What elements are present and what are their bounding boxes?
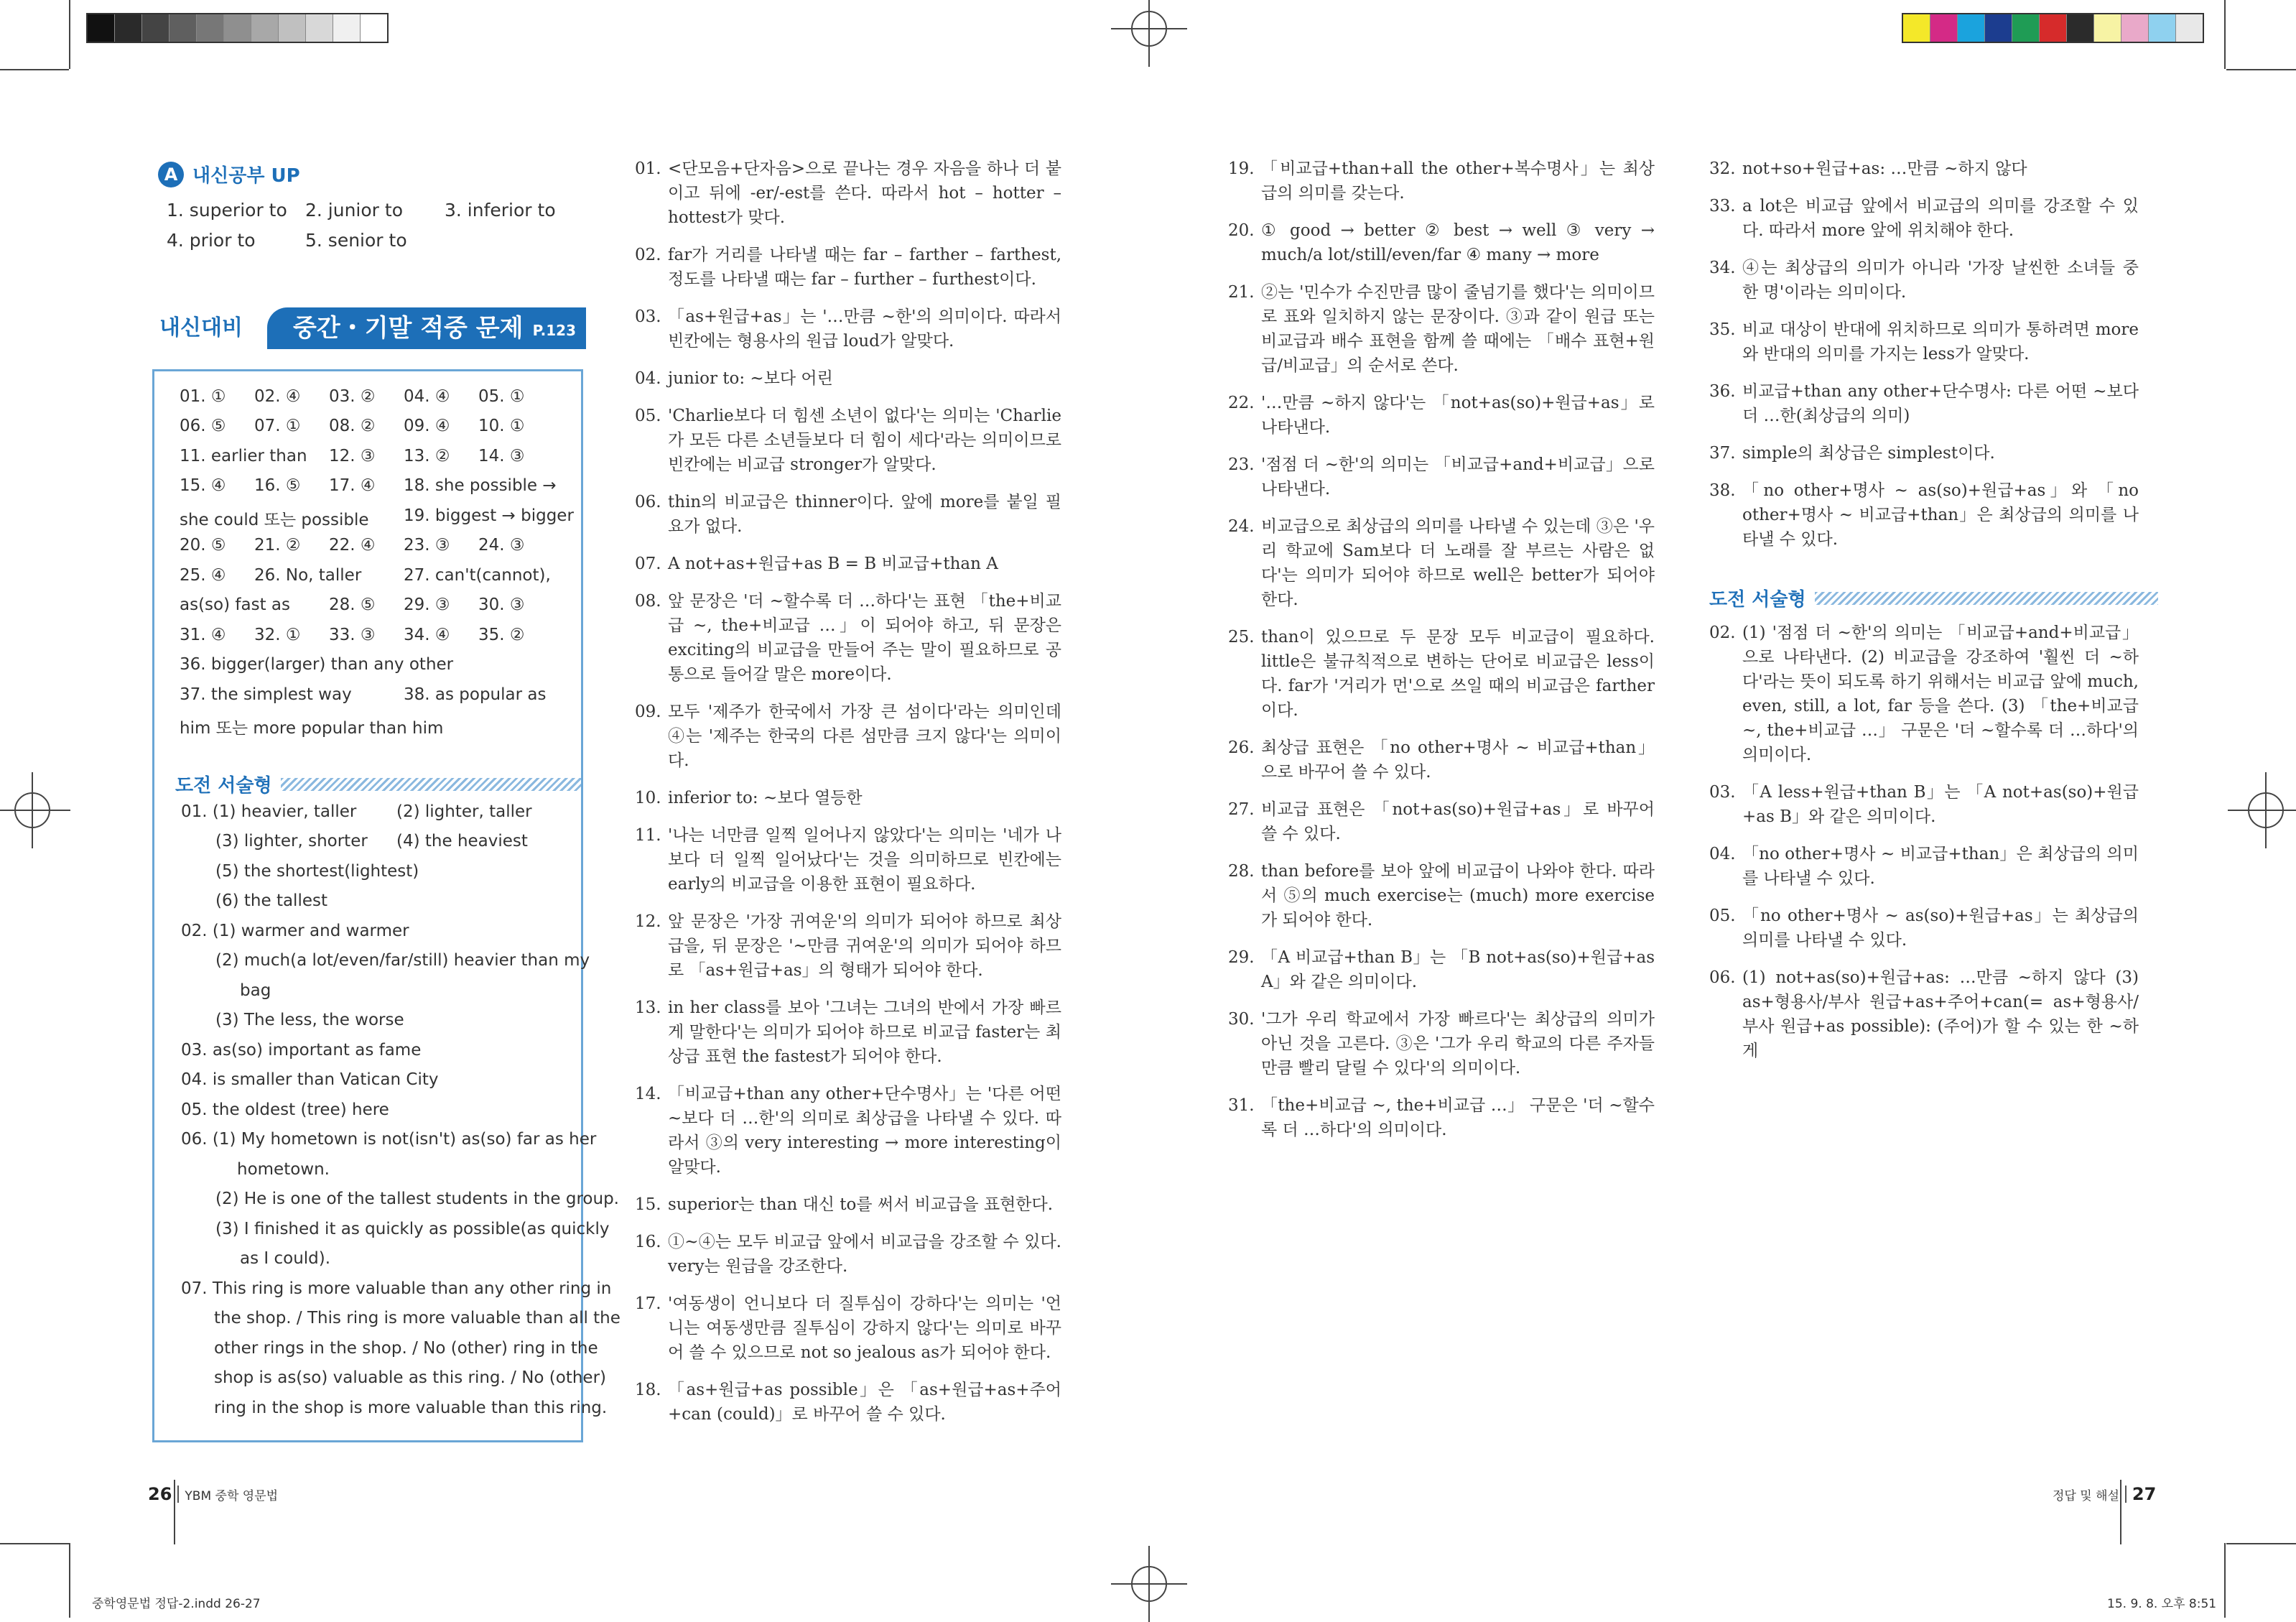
item-number: 38. — [1709, 481, 1736, 500]
item-number: 34. — [1709, 259, 1736, 277]
item-text: in her class를 보아 '그녀는 그녀의 반에서 가장 빠르게 말한다'는 의미가 되어야 하므로 비교급 faster는 최상급 표현 the fastest가 되어야 한다. — [668, 998, 1061, 1066]
item-text: 앞 문장은 '가장 귀여운'의 의미가 되어야 하므로 최상급을, 뒤 문장은 '~만큼 귀여운'의 의미가 되어야 하므로 「as+원급+as」의 형태가 되어야 한다. — [668, 912, 1061, 980]
writing-line: (6) the tallest — [215, 891, 327, 910]
writing-line: 01. (1) heavier, taller — [181, 802, 357, 821]
answer-cell: 17. ④ — [329, 476, 376, 495]
explanation-item — [635, 700, 1061, 773]
item-number: 12. — [635, 912, 661, 931]
answer-cell: 07. ① — [254, 417, 301, 435]
item-text: superior는 than 대신 to를 써서 비교급을 표현한다. — [668, 1195, 1054, 1214]
item-text: 비교급으로 최상급의 의미를 나타낼 수 있는데 ③은 '우리 학교에 Sam보다 더 노래를 잘 부르는 사람은 없다'는 의미가 되어야 하므로 well은 better가 되어야 한다. — [1261, 517, 1655, 609]
explanation-item — [635, 243, 1061, 292]
explanation-item — [1228, 1093, 1655, 1142]
answer-cell: 14. ③ — [478, 447, 525, 465]
answer-cell: 18. she possible → — [404, 476, 557, 495]
explanation-item — [1709, 842, 2139, 891]
explanation-item — [1709, 478, 2139, 552]
item-text: thin의 비교급은 thinner이다. 앞에 more를 붙일 필요가 없다. — [668, 493, 1061, 536]
writing-line: (2) much(a lot/even/far/still) heavier than my — [215, 951, 590, 970]
item-text: a lot은 비교급 앞에서 비교급의 의미를 강조할 수 있다. 따라서 more 앞에 위치해야 한다. — [1742, 197, 2139, 240]
answer-item: 5. senior to — [305, 230, 407, 251]
writing-line: 04. is smaller than Vatican City — [181, 1070, 439, 1089]
item-text: ①~④는 모두 비교급 앞에서 비교급을 강조할 수 있다. very는 원급을 강조한다. — [668, 1233, 1061, 1276]
item-text: 「the+비교급 ~, the+비교급 …」 구문은 '더 ~할수록 더 …하다'의 의미이다. — [1261, 1096, 1655, 1139]
answer-cell: 22. ④ — [329, 536, 376, 555]
item-text: '여동생이 언니보다 더 질투심이 강하다'는 의미는 '언니는 여동생만큼 질투심이 강하지 않다'는 의미로 바꾸어 쓸 수 있으므로 not so jealous as가 되어야 한다. — [668, 1294, 1061, 1362]
explanation-item — [1228, 1007, 1655, 1080]
answer-cell: 21. ② — [254, 536, 301, 555]
writing-section-title: 도전 서술형 — [175, 775, 272, 797]
item-text: '…만큼 ~하지 않다'는 「not+as(so)+원급+as」로 나타낸다. — [1261, 394, 1655, 437]
item-number: 29. — [1228, 948, 1255, 967]
item-number: 30. — [1228, 1010, 1255, 1029]
answer-cell: 32. ① — [254, 626, 301, 644]
writing-line: bag — [240, 981, 271, 1000]
item-number: 31. — [1228, 1096, 1255, 1115]
explanation-item — [635, 1292, 1061, 1365]
item-text: 비교 대상이 반대에 위치하므로 의미가 통하려면 more와 반대의 의미를 가지는 less가 알맞다. — [1742, 320, 2139, 363]
explanation-item — [1228, 625, 1655, 723]
writing-line: 06. (1) My hometown is not(isn't) as(so) far as her — [181, 1130, 597, 1149]
writing-line: (3) The less, the worse — [215, 1011, 404, 1029]
item-number: 06. — [635, 493, 661, 511]
section-a-row-1 — [167, 200, 556, 221]
item-text: simple의 최상급은 simplest이다. — [1742, 444, 1995, 463]
explanation-item — [635, 786, 1061, 810]
book-title: YBM 중학 영문법 — [185, 1488, 279, 1503]
item-text: (1) '점점 더 ~한'의 의미는 「비교급+and+비교급」으로 나타낸다. (2) 비교급을 강조하여 '훨씬 더 ~하다'라는 뜻이 되도록 하기 위해서는 비교급 앞에 much, even, still, a lot, far 등을 쓴다. (3) 「the+비교급 ~, the+비교급 …」 구문은 '더 ~할수록 더 …하다'의 의미이다. — [1742, 624, 2139, 764]
answer-cell: 02. ④ — [254, 387, 301, 406]
answer-item: 1. superior to — [167, 200, 287, 221]
answer-cell: 26. No, taller — [254, 566, 362, 585]
item-number: 03. — [1709, 783, 1736, 802]
process-color-bar — [1902, 13, 2204, 43]
section-a-header — [158, 161, 300, 187]
item-text: A not+as+원급+as B = B 비교급+than A — [668, 555, 998, 573]
header-stripe — [1815, 592, 2158, 605]
explanation-item — [635, 823, 1061, 896]
item-number: 25. — [1228, 628, 1255, 647]
registration-mark-top — [1131, 11, 1167, 47]
item-text: <단모음+단자음>으로 끝나는 경우 자음을 하나 더 붙이고 뒤에 -er/-est를 쓴다. 따라서 hot – hotter – hottest가 맞다. — [668, 159, 1061, 227]
explanation-item — [1709, 194, 2139, 243]
explanation-item — [1709, 379, 2139, 428]
item-text: ① good → better ② best → well ③ very → much/a lot/still/even/far ④ many → more — [1261, 221, 1655, 264]
item-number: 32. — [1709, 159, 1736, 178]
section-a-row-2 — [167, 230, 407, 251]
writing-section-header-right — [1709, 585, 2158, 611]
writing-line: (5) the shortest(lightest) — [215, 862, 419, 881]
item-text: 「비교급+than+all the other+복수명사」는 최상급의 의미를 갖는다. — [1261, 159, 1655, 203]
item-number: 17. — [635, 1294, 661, 1313]
item-text: 「비교급+than any other+단수명사」는 '다른 어떤 ~보다 더 …한'의 의미로 최상급을 나타낼 수 있다. 따라서 ③의 very interesting → more interesting이 알맞다. — [668, 1085, 1061, 1177]
item-number: 23. — [1228, 455, 1255, 474]
answer-item: 4. prior to — [167, 230, 256, 251]
item-text: inferior to: ~보다 열등한 — [668, 789, 863, 807]
item-number: 33. — [1709, 197, 1736, 216]
explanation-item — [1228, 280, 1655, 378]
answer-cell: 23. ③ — [404, 536, 450, 555]
page-number-left: 26 — [148, 1484, 172, 1504]
explanation-item — [1709, 780, 2139, 829]
answer-cell: 28. ⑤ — [329, 595, 376, 614]
item-text: far가 거리를 나타낼 때는 far – farther – farthest, 정도를 나타낼 때는 far – further – furthest이다. — [668, 246, 1061, 289]
item-text: 「as+원급+as」는 '…만큼 ~한'의 의미이다. 따라서 빈칸에는 형용사의 원급 loud가 알맞다. — [668, 307, 1061, 351]
writing-line: hometown. — [237, 1160, 330, 1179]
item-number: 21. — [1228, 283, 1255, 302]
item-text: than before를 보아 앞에 비교급이 나와야 한다. 따라서 ⑤의 much exercise는 (much) more exercise가 되어야 한다. — [1261, 862, 1655, 930]
explanation-item — [635, 1378, 1061, 1427]
item-number: 13. — [635, 998, 661, 1017]
explanation-item — [635, 157, 1061, 230]
item-number: 05. — [1709, 907, 1736, 925]
item-number: 19. — [1228, 159, 1255, 178]
writing-line: 03. as(so) important as fame — [181, 1041, 422, 1060]
item-text: 앞 문장은 '더 ~할수록 더 …하다'는 표현 「the+비교급 ~, the+비교급 …」이 되어야 하고, 뒤 문장은 exciting의 비교급을 만들어 주는 말이 필요하므로 공통으로 들어갈 말은 more이다. — [668, 592, 1061, 684]
explanation-item — [1228, 391, 1655, 440]
section-banner — [152, 307, 586, 349]
writing-line: as I could). — [240, 1249, 331, 1268]
explanation-item — [1228, 945, 1655, 994]
item-text: 「as+원급+as possible」은 「as+원급+as+주어+can (could)」로 바꾸어 쓸 수 있다. — [668, 1381, 1061, 1424]
item-number: 14. — [635, 1085, 661, 1103]
item-number: 06. — [1709, 968, 1736, 987]
answer-cell: 20. ⑤ — [180, 536, 226, 555]
answer-cell: 12. ③ — [329, 447, 376, 465]
item-number: 37. — [1709, 444, 1736, 463]
item-number: 05. — [635, 407, 661, 425]
explanation-item — [1709, 256, 2139, 305]
item-text: 비교급 표현은 「not+as(so)+원급+as」로 바꾸어 쓸 수 있다. — [1261, 800, 1655, 843]
answer-cell: 10. ① — [478, 417, 525, 435]
writing-line: (3) I finished it as quickly as possible(as quickly — [215, 1220, 610, 1238]
answer-cell: 06. ⑤ — [180, 417, 226, 435]
item-text: 비교급+than any other+단수명사: 다른 어떤 ~보다 더 …한(최상급의 의미) — [1742, 382, 2139, 425]
item-number: 03. — [635, 307, 661, 326]
answer-cell: 05. ① — [478, 387, 525, 406]
item-number: 22. — [1228, 394, 1255, 412]
item-text: 최상급 표현은 「no other+명사 ~ 비교급+than」으로 바꾸어 쓸 수 있다. — [1261, 738, 1655, 782]
left-footer — [148, 1484, 278, 1504]
item-number: 01. — [635, 159, 661, 178]
item-text: 「no other+명사 ~ as(so)+원급+as」와 「no other+명사 ~ 비교급+than」은 최상급의 의미를 나타낼 수 있다. — [1742, 481, 2139, 549]
writing-explanations — [1709, 621, 2139, 1076]
answer-cell: 34. ④ — [404, 626, 450, 644]
explanation-item — [1228, 859, 1655, 932]
answer-item: 2. junior to — [305, 200, 403, 221]
answer-cell: 01. ① — [180, 387, 226, 406]
explanation-item — [1709, 965, 2139, 1063]
item-number: 16. — [635, 1233, 661, 1251]
grayscale-color-bar — [86, 13, 389, 43]
writing-section-title-right: 도전 서술형 — [1709, 589, 1806, 611]
answer-cell: 19. biggest → bigger — [404, 506, 574, 525]
explanation-item — [1709, 157, 2139, 181]
item-number: 08. — [635, 592, 661, 611]
explanation-item — [1709, 318, 2139, 366]
explanation-item — [635, 909, 1061, 983]
explanation-item — [1228, 157, 1655, 205]
registration-mark-right — [2248, 792, 2284, 828]
answer-cell: 11. earlier than — [180, 447, 307, 465]
item-number: 18. — [635, 1381, 661, 1399]
section-badge: A — [158, 162, 184, 187]
item-number: 26. — [1228, 738, 1255, 757]
explanation-column-3 — [1709, 157, 2139, 565]
item-text: 「no other+명사 ~ as(so)+원급+as」는 최상급의 의미를 나타낼 수 있다. — [1742, 907, 2139, 950]
answer-cell: she could 또는 possible — [180, 511, 369, 529]
item-number: 11. — [635, 826, 661, 845]
answer-cell: 30. ③ — [478, 595, 525, 614]
item-number: 02. — [635, 246, 661, 264]
item-text: '나는 너만큼 일찍 일어나지 않았다'는 의미는 '네가 나보다 더 일찍 일어났다'는 것을 의미하므로 빈칸에는 early의 비교급을 이용한 표현이 필요하다. — [668, 826, 1061, 894]
answer-cell: 37. the simplest way — [180, 685, 352, 704]
explanation-item — [635, 1230, 1061, 1279]
explanation-item — [635, 996, 1061, 1069]
item-number: 04. — [1709, 845, 1736, 863]
item-number: 07. — [635, 555, 661, 573]
item-text: junior to: ~보다 어린 — [668, 369, 833, 388]
answer-cell: 08. ② — [329, 417, 376, 435]
item-text: than이 있으므로 두 문장 모두 비교급이 필요하다. little은 불규칙적으로 변하는 단어로 비교급은 less이다. far가 '거리가 먼'으로 쓰일 때의 비교급은 farther이다. — [1261, 628, 1655, 720]
explanation-item — [1228, 514, 1655, 612]
item-text: ④는 최상급의 의미가 아니라 '가장 날씬한 소녀들 중 한 명'이라는 의미이다. — [1742, 259, 2139, 302]
item-text: '그가 우리 학교에서 가장 빠르다'는 최상급의 의미가 아닌 것을 고른다. ③은 '그가 우리 학교의 다른 주자들만큼 빨리 달릴 수 있다'의 의미이다. — [1261, 1010, 1655, 1078]
explanation-column-2 — [1228, 157, 1655, 1155]
item-text: (1) not+as(so)+원급+as: …만큼 ~하지 않다 (3) as+형용사/부사 원급+as+주어+can(= as+형용사/부사 원급+as possible): (주어)가 할 수 있는 한 ~하게 — [1742, 968, 2139, 1060]
answer-cell: 24. ③ — [478, 536, 525, 555]
explanation-item — [635, 366, 1061, 391]
writing-line: 07. This ring is more valuable than any other ring in — [181, 1279, 612, 1298]
item-text: 'Charlie보다 더 힘센 소년이 없다'는 의미는 'Charlie가 모든 다른 소년들보다 더 힘이 세다'라는 의미이므로 빈칸에는 비교급 stronger가 알맞다. — [668, 407, 1061, 474]
writing-line: 02. (1) warmer and warmer — [181, 922, 409, 940]
answer-cell: 03. ② — [329, 387, 376, 406]
explanation-item — [1228, 797, 1655, 846]
writing-line: other rings in the shop. / No (other) ring in the — [214, 1339, 598, 1358]
item-number: 09. — [635, 703, 661, 721]
banner-page-ref: P.123 — [532, 322, 576, 339]
item-number: 15. — [635, 1195, 661, 1214]
answer-cell: as(so) fast as — [180, 595, 290, 614]
answer-cell: 09. ④ — [404, 417, 450, 435]
writing-line: shop is as(so) valuable as this ring. / No (other) — [214, 1368, 607, 1387]
print-timestamp: 15. 9. 8. 오후 8:51 — [2107, 1597, 2217, 1611]
explanation-item — [635, 305, 1061, 353]
item-number: 20. — [1228, 221, 1255, 240]
item-number: 10. — [635, 789, 661, 807]
right-footer — [2053, 1484, 2156, 1504]
page-number-right: 27 — [2132, 1484, 2157, 1504]
item-number: 27. — [1228, 800, 1255, 819]
registration-mark-bottom — [1131, 1566, 1167, 1602]
answer-cell: 04. ④ — [404, 387, 450, 406]
banner-title: 중간・기말 적중 문제 — [293, 314, 524, 343]
answer-item: 3. inferior to — [445, 200, 556, 221]
file-slug: 중학영문법 정답-2.indd 26-27 — [92, 1597, 261, 1611]
banner-label: 내신대비 — [159, 315, 243, 340]
writing-line: the shop. / This ring is more valuable than all the — [214, 1309, 621, 1327]
explanation-item — [635, 404, 1061, 477]
answer-cell: 38. as popular as — [404, 685, 547, 704]
writing-line: 05. the oldest (tree) here — [181, 1100, 389, 1119]
answer-cell: 36. bigger(larger) than any other — [180, 655, 454, 674]
writing-line: (3) lighter, shorter — [215, 832, 368, 851]
writing-line: (2) lighter, taller — [396, 802, 532, 821]
explanation-item — [1709, 621, 2139, 767]
answer-cell: him 또는 more popular than him — [180, 719, 444, 738]
answer-cell: 27. can't(cannot), — [404, 566, 551, 585]
writing-line: (4) the heaviest — [396, 832, 528, 851]
explanation-item — [635, 589, 1061, 687]
section-title: 내신공부 UP — [192, 165, 300, 187]
header-stripe — [281, 778, 581, 791]
item-number: 28. — [1228, 862, 1255, 881]
explanation-item — [1228, 453, 1655, 501]
explanation-item — [635, 1192, 1061, 1217]
answer-cell: 25. ④ — [180, 566, 226, 585]
item-number: 24. — [1228, 517, 1255, 536]
explanation-item — [1228, 736, 1655, 784]
item-text: 「A 비교급+than B」는 「B not+as(so)+원급+as A」와 같은 의미이다. — [1261, 948, 1655, 991]
writing-line: ring in the shop is more valuable than this ring. — [214, 1399, 608, 1417]
item-number: 04. — [635, 369, 661, 388]
item-text: not+so+원급+as: …만큼 ~하지 않다 — [1742, 159, 2027, 178]
explanation-item — [635, 490, 1061, 539]
item-number: 02. — [1709, 624, 1736, 642]
explanation-item — [1228, 218, 1655, 267]
item-text: 「no other+명사 ~ 비교급+than」은 최상급의 의미를 나타낼 수 있다. — [1742, 845, 2139, 888]
item-text: ②는 '민수가 수진만큼 많이 줄넘기를 했다'는 의미이므로 표와 일치하지 않는 문장이다. ③과 같이 원급 또는 비교급과 배수 표현을 함께 쓸 때에는 「배수 표현+원급/비교급」의 순서로 쓴다. — [1261, 283, 1655, 375]
item-number: 36. — [1709, 382, 1736, 401]
item-text: '점점 더 ~한'의 의미는 「비교급+and+비교급」으로 나타낸다. — [1261, 455, 1655, 499]
section-label: 정답 및 해설 — [2053, 1488, 2119, 1503]
explanation-item — [1709, 441, 2139, 465]
banner-bar — [267, 307, 586, 349]
answer-cell: 35. ② — [478, 626, 525, 644]
writing-section-header — [175, 771, 581, 797]
explanation-item — [635, 552, 1061, 576]
answer-cell: 33. ③ — [329, 626, 376, 644]
answer-cell: 15. ④ — [180, 476, 226, 495]
item-text: 「A less+원급+than B」는 「A not+as(so)+원급+as B」와 같은 의미이다. — [1742, 783, 2139, 826]
answer-cell: 31. ④ — [180, 626, 226, 644]
item-number: 35. — [1709, 320, 1736, 339]
writing-line: (2) He is one of the tallest students in the group. — [215, 1190, 619, 1208]
registration-mark-left — [14, 792, 50, 828]
explanation-item — [635, 1082, 1061, 1180]
answer-cell: 13. ② — [404, 447, 450, 465]
answer-cell: 16. ⑤ — [254, 476, 301, 495]
answer-cell: 29. ③ — [404, 595, 450, 614]
explanation-item — [1709, 904, 2139, 953]
item-text: 모두 '제주가 한국에서 가장 큰 섬이다'라는 의미인데 ④는 '제주는 한국의 다른 섬만큼 크지 않다'는 의미이다. — [668, 703, 1061, 770]
explanation-column-1 — [635, 157, 1061, 1440]
